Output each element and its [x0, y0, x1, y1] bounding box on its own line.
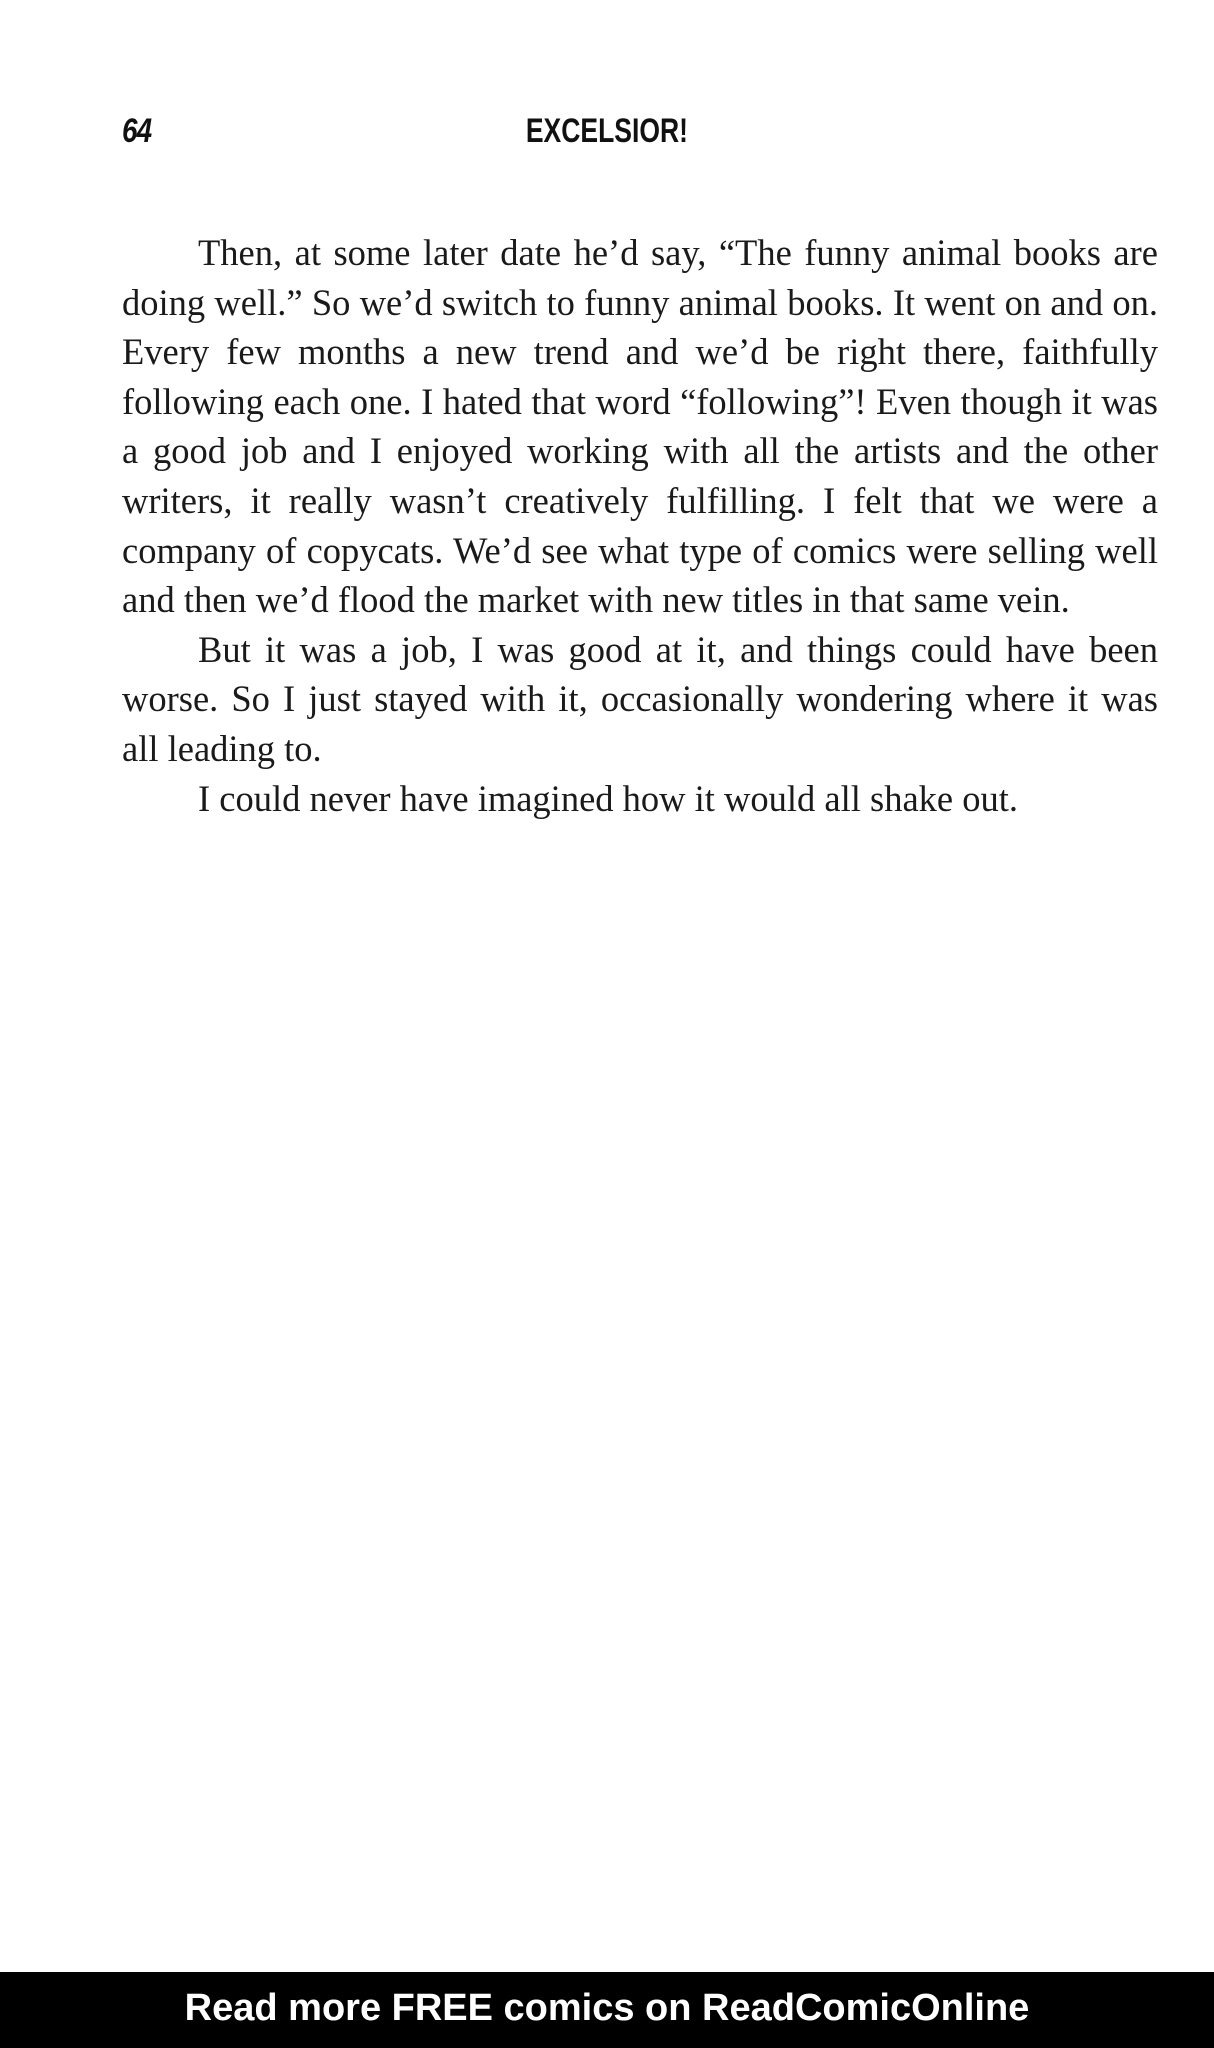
- paragraph: Then, at some later date he’d say, “The funny animal books are doing well.” So we’d switch to funny animal books. It went on and on. Every few months a new trend and we’d be right there, faithfully following each one. I hated that word “following”! Even though it was a good job and I enjoyed working with all the artists and the other writers, it really wasn’t creatively fulfilling. I felt that we were a company of copycats. We’d see what type of comics were selling well and then we’d flood the market with new titles in that same vein.: [122, 232, 1158, 621]
- running-title: [0, 112, 1214, 151]
- page-body: [122, 228, 1158, 823]
- page-header: [0, 112, 1214, 162]
- running-title-text: EXCELSIOR!: [525, 112, 689, 150]
- paragraph: But it was a job, I was good at it, and things could have been worse. So I just stayed with it, occasionally wondering where it was all leading to.: [122, 628, 1158, 769]
- promo-banner-link[interactable]: Read more FREE comics on ReadComicOnline: [184, 1986, 1030, 2029]
- page-number: 64: [122, 112, 152, 150]
- promo-banner: [0, 1972, 1214, 2048]
- paragraph: I could never have imagined how it would all shake out.: [198, 777, 1019, 819]
